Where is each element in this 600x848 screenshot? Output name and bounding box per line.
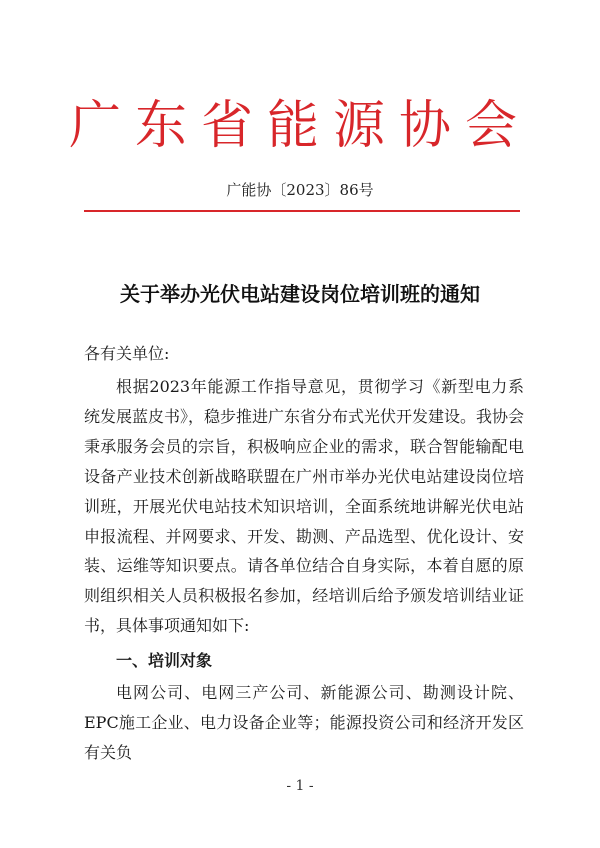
intro-paragraph: 根据2023年能源工作指导意见，贯彻学习《新型电力系统发展蓝皮书》，稳步推进广东省分布式光伏开发建设。我协会秉承服务会员的宗旨，积极响应企业的需求，联合智能输配电设备产业技术创新战略联盟在广州市举办光伏电站建设岗位培训班，开展光伏电站技术知识培训，全面系统地讲解光伏电站申报流程、并网要求、开发、勘测、产品选型、优化设计、安装、运维等知识要点。请各单位结合自身实际，本着自愿的原则组织相关人员积极报名参加，经培训后给予颁发培训结业证书，具体事项通知如下: bbox=[84, 377, 525, 636]
red-divider bbox=[84, 210, 520, 212]
section-1-paragraph: 电网公司、电网三产公司、新能源公司、勘测设计院、EPC施工企业、电力设备企业等；能源投资公司和经济开发区有关负 bbox=[84, 683, 524, 762]
page-number: - 1 - bbox=[286, 778, 314, 794]
section-heading-training-targets: 一、培训对象 bbox=[116, 651, 213, 670]
organization-title: 广东省能源协会 bbox=[68, 96, 531, 156]
salutation: 各有关单位: bbox=[84, 344, 170, 363]
notice-title: 关于举办光伏电站建设岗位培训班的通知 bbox=[120, 282, 480, 306]
document-number: 广能协〔2023〕86号 bbox=[226, 181, 374, 199]
